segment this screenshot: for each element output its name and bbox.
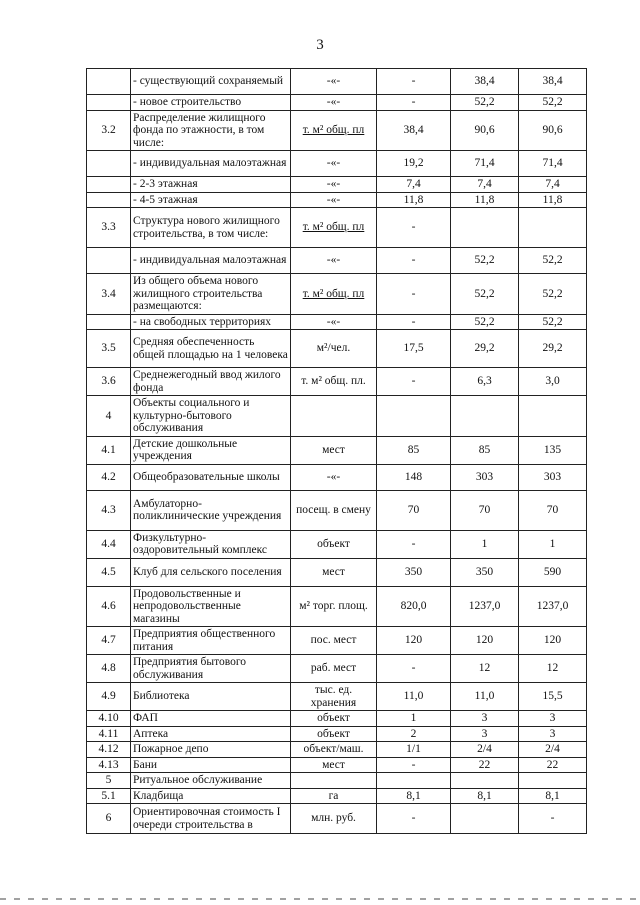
unit-cell: га (291, 788, 377, 804)
indicator-name-cell: ФАП (131, 711, 291, 727)
row-number-cell: 4.10 (87, 711, 131, 727)
indicator-name-cell: Из общего объема нового жилищного строительства размещаются: (131, 274, 291, 315)
unit-cell: тыс. ед. хранения (291, 683, 377, 711)
value-estimated-cell (519, 773, 587, 789)
value-stage1-cell: 11,8 (451, 192, 519, 208)
value-existing-cell: - (377, 69, 451, 95)
table-row (87, 436, 587, 464)
unit-cell: -«- (291, 192, 377, 208)
value-existing-cell: - (377, 757, 451, 773)
unit-cell: -«- (291, 314, 377, 330)
row-number-cell (87, 248, 131, 274)
value-estimated-cell: 8,1 (519, 788, 587, 804)
row-number-cell (87, 151, 131, 177)
value-existing-cell: 1 (377, 711, 451, 727)
unit-cell: т. м² общ. пл (291, 110, 377, 151)
row-number-cell: 3.3 (87, 208, 131, 248)
table-row (87, 773, 587, 789)
indicator-name-cell: Ритуальное обслуживание (131, 773, 291, 789)
unit-cell: -«- (291, 95, 377, 111)
table-row (87, 558, 587, 586)
value-stage1-cell: 71,4 (451, 151, 519, 177)
value-estimated-cell: 71,4 (519, 151, 587, 177)
row-number-cell: 6 (87, 804, 131, 834)
value-existing-cell: 8,1 (377, 788, 451, 804)
value-existing-cell: 17,5 (377, 330, 451, 368)
value-existing-cell: 7,4 (377, 177, 451, 193)
table-row (87, 314, 587, 330)
value-stage1-cell: 52,2 (451, 95, 519, 111)
indicator-name-cell: Аптека (131, 726, 291, 742)
value-existing-cell (377, 396, 451, 437)
unit-cell: пос. мест (291, 627, 377, 655)
value-existing-cell: 70 (377, 490, 451, 530)
value-stage1-cell: 350 (451, 558, 519, 586)
unit-cell: м² торг. площ. (291, 586, 377, 627)
value-stage1-cell: 90,6 (451, 110, 519, 151)
table-row (87, 396, 587, 437)
value-estimated-cell: 52,2 (519, 314, 587, 330)
unit-cell: -«- (291, 248, 377, 274)
table-row (87, 274, 587, 315)
value-estimated-cell: 1 (519, 530, 587, 558)
value-stage1-cell (451, 773, 519, 789)
unit-cell: -«- (291, 464, 377, 490)
value-existing-cell: - (377, 804, 451, 834)
table-row (87, 788, 587, 804)
indicator-name-cell: Продовольственные и непродовольственные магазины (131, 586, 291, 627)
value-stage1-cell: 3 (451, 711, 519, 727)
table-row (87, 627, 587, 655)
value-existing-cell: 820,0 (377, 586, 451, 627)
table-row (87, 69, 587, 95)
indicators-table-body (87, 69, 587, 834)
indicator-name-cell: Бани (131, 757, 291, 773)
value-existing-cell: 148 (377, 464, 451, 490)
table-row (87, 711, 587, 727)
value-estimated-cell: 590 (519, 558, 587, 586)
table-row (87, 757, 587, 773)
value-estimated-cell: 12 (519, 655, 587, 683)
value-stage1-cell (451, 804, 519, 834)
value-estimated-cell: 11,8 (519, 192, 587, 208)
page-number: 3 (316, 37, 324, 53)
indicators-table (86, 68, 587, 834)
row-number-cell (87, 95, 131, 111)
value-existing-cell: - (377, 274, 451, 315)
value-estimated-cell: 52,2 (519, 248, 587, 274)
unit-cell: мест (291, 558, 377, 586)
indicator-name-cell: - на свободных территориях (131, 314, 291, 330)
value-estimated-cell: 303 (519, 464, 587, 490)
unit-cell: объект/маш. (291, 742, 377, 758)
unit-cell: объект (291, 711, 377, 727)
value-estimated-cell: 38,4 (519, 69, 587, 95)
unit-cell (291, 396, 377, 437)
value-estimated-cell: 22 (519, 757, 587, 773)
value-stage1-cell: 52,2 (451, 314, 519, 330)
unit-cell: мест (291, 436, 377, 464)
table-row (87, 95, 587, 111)
unit-cell: -«- (291, 177, 377, 193)
unit-cell: объект (291, 530, 377, 558)
value-stage1-cell: 303 (451, 464, 519, 490)
unit-cell: объект (291, 726, 377, 742)
value-stage1-cell: 85 (451, 436, 519, 464)
value-existing-cell: 11,8 (377, 192, 451, 208)
row-number-cell: 4.12 (87, 742, 131, 758)
indicator-name-cell: Библиотека (131, 683, 291, 711)
value-estimated-cell: 52,2 (519, 274, 587, 315)
value-stage1-cell (451, 208, 519, 248)
unit-cell: -«- (291, 69, 377, 95)
table-row (87, 683, 587, 711)
table-row (87, 742, 587, 758)
value-stage1-cell: 8,1 (451, 788, 519, 804)
indicator-name-cell: Кладбища (131, 788, 291, 804)
value-estimated-cell: 3 (519, 726, 587, 742)
value-stage1-cell: 120 (451, 627, 519, 655)
value-stage1-cell: 6,3 (451, 368, 519, 396)
table-row (87, 726, 587, 742)
row-number-cell: 4.9 (87, 683, 131, 711)
value-estimated-cell: 2/4 (519, 742, 587, 758)
table-row (87, 368, 587, 396)
row-number-cell: 3.6 (87, 368, 131, 396)
row-number-cell: 3.2 (87, 110, 131, 151)
value-stage1-cell: 7,4 (451, 177, 519, 193)
value-estimated-cell: 3 (519, 711, 587, 727)
value-existing-cell (377, 773, 451, 789)
value-existing-cell: - (377, 314, 451, 330)
row-number-cell: 4.4 (87, 530, 131, 558)
value-estimated-cell: 90,6 (519, 110, 587, 151)
indicator-name-cell: Структура нового жилищного строительства, в том числе: (131, 208, 291, 248)
indicator-name-cell: Ориентировочная стоимость I очереди строительства в (131, 804, 291, 834)
value-stage1-cell: 52,2 (451, 274, 519, 315)
indicator-name-cell: Среднежегодный ввод жилого фонда (131, 368, 291, 396)
value-stage1-cell: 38,4 (451, 69, 519, 95)
unit-cell: т. м² общ. пл. (291, 368, 377, 396)
indicator-name-cell: Предприятия бытового обслуживания (131, 655, 291, 683)
unit-cell: посещ. в смену (291, 490, 377, 530)
value-estimated-cell (519, 208, 587, 248)
row-number-cell: 4.2 (87, 464, 131, 490)
value-estimated-cell: - (519, 804, 587, 834)
value-existing-cell: - (377, 655, 451, 683)
unit-cell: мест (291, 757, 377, 773)
value-estimated-cell: 1237,0 (519, 586, 587, 627)
unit-cell (291, 773, 377, 789)
row-number-cell (87, 69, 131, 95)
row-number-cell: 4 (87, 396, 131, 437)
value-estimated-cell: 120 (519, 627, 587, 655)
table-row (87, 490, 587, 530)
value-estimated-cell (519, 396, 587, 437)
value-stage1-cell: 1 (451, 530, 519, 558)
value-existing-cell: - (377, 95, 451, 111)
indicator-name-cell: - индивидуальная малоэтажная (131, 248, 291, 274)
value-stage1-cell: 52,2 (451, 248, 519, 274)
row-number-cell: 4.11 (87, 726, 131, 742)
table-row (87, 464, 587, 490)
value-existing-cell: 38,4 (377, 110, 451, 151)
value-estimated-cell: 70 (519, 490, 587, 530)
indicator-name-cell: Детские дошкольные учреждения (131, 436, 291, 464)
indicator-name-cell: Общеобразовательные школы (131, 464, 291, 490)
indicator-name-cell: Средняя обеспеченность общей площадью на 1 человека (131, 330, 291, 368)
table-row (87, 330, 587, 368)
unit-cell: м²/чел. (291, 330, 377, 368)
row-number-cell (87, 314, 131, 330)
value-existing-cell: - (377, 530, 451, 558)
row-number-cell: 4.1 (87, 436, 131, 464)
value-stage1-cell: 11,0 (451, 683, 519, 711)
value-estimated-cell: 29,2 (519, 330, 587, 368)
indicator-name-cell: - индивидуальная малоэтажная (131, 151, 291, 177)
value-existing-cell: 120 (377, 627, 451, 655)
unit-cell: млн. руб. (291, 804, 377, 834)
table-row (87, 110, 587, 151)
indicator-name-cell: - 2-3 этажная (131, 177, 291, 193)
value-existing-cell: - (377, 248, 451, 274)
value-estimated-cell: 135 (519, 436, 587, 464)
indicator-name-cell: Предприятия общественного питания (131, 627, 291, 655)
table-row (87, 248, 587, 274)
value-estimated-cell: 3,0 (519, 368, 587, 396)
row-number-cell: 5.1 (87, 788, 131, 804)
value-stage1-cell: 3 (451, 726, 519, 742)
indicator-name-cell: - новое строительство (131, 95, 291, 111)
value-estimated-cell: 15,5 (519, 683, 587, 711)
value-existing-cell: 350 (377, 558, 451, 586)
table-row (87, 177, 587, 193)
indicator-name-cell: Амбулаторно-поликлинические учреждения (131, 490, 291, 530)
row-number-cell: 5 (87, 773, 131, 789)
value-existing-cell: 85 (377, 436, 451, 464)
value-estimated-cell: 52,2 (519, 95, 587, 111)
indicator-name-cell: Пожарное депо (131, 742, 291, 758)
row-number-cell: 4.7 (87, 627, 131, 655)
value-stage1-cell (451, 396, 519, 437)
value-stage1-cell: 12 (451, 655, 519, 683)
row-number-cell: 3.5 (87, 330, 131, 368)
value-existing-cell: 11,0 (377, 683, 451, 711)
value-existing-cell: - (377, 368, 451, 396)
table-row (87, 804, 587, 834)
value-stage1-cell: 29,2 (451, 330, 519, 368)
indicator-name-cell: Физкультурно-оздоровительный комплекс (131, 530, 291, 558)
row-number-cell: 4.8 (87, 655, 131, 683)
value-stage1-cell: 1237,0 (451, 586, 519, 627)
scan-edge-artifact (0, 898, 640, 900)
row-number-cell: 4.13 (87, 757, 131, 773)
unit-cell: т. м² общ. пл (291, 274, 377, 315)
value-stage1-cell: 22 (451, 757, 519, 773)
table-row (87, 192, 587, 208)
table-row (87, 530, 587, 558)
value-existing-cell: - (377, 208, 451, 248)
row-number-cell (87, 192, 131, 208)
value-existing-cell: 19,2 (377, 151, 451, 177)
value-stage1-cell: 70 (451, 490, 519, 530)
row-number-cell: 3.4 (87, 274, 131, 315)
unit-cell: -«- (291, 151, 377, 177)
row-number-cell (87, 177, 131, 193)
row-number-cell: 4.5 (87, 558, 131, 586)
indicator-name-cell: - существующий сохраняемый (131, 69, 291, 95)
indicator-name-cell: Распределение жилищного фонда по этажности, в том числе: (131, 110, 291, 151)
row-number-cell: 4.6 (87, 586, 131, 627)
indicator-name-cell: Объекты социального и культурно-бытового обслуживания (131, 396, 291, 437)
value-estimated-cell: 7,4 (519, 177, 587, 193)
table-row (87, 208, 587, 248)
row-number-cell: 4.3 (87, 490, 131, 530)
value-existing-cell: 1/1 (377, 742, 451, 758)
table-row (87, 151, 587, 177)
value-existing-cell: 2 (377, 726, 451, 742)
indicator-name-cell: - 4-5 этажная (131, 192, 291, 208)
table-row (87, 655, 587, 683)
unit-cell: т. м² общ. пл (291, 208, 377, 248)
value-stage1-cell: 2/4 (451, 742, 519, 758)
unit-cell: раб. мест (291, 655, 377, 683)
indicator-name-cell: Клуб для сельского поселения (131, 558, 291, 586)
table-row (87, 586, 587, 627)
